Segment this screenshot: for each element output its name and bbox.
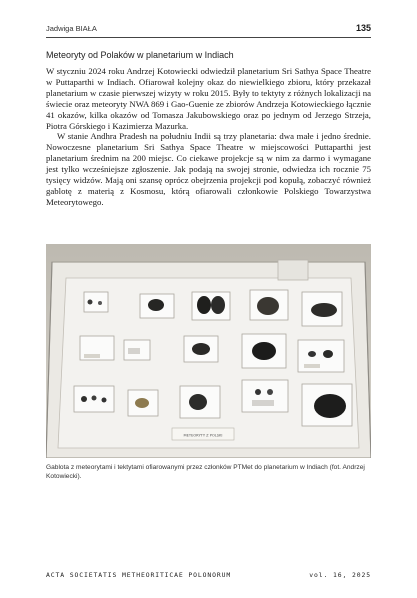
paragraph: W styczniu 2024 roku Andrzej Kotowiecki odwiedził planetarium Sri Sathya Space Theatre w Puttaparthi w Indiach. Ofiarował kolejny okaz do niewielkiego zbioru, który przekazał planetarium w czasie pierwszej wizyty w roku 2015. Były to tektyty z różnych lokalizacji na świecie oraz meteoryty NWA 869 i Gao-Guenie ze zbiorów Andrzeja Kotowieckiego łącznie 41 okazów, kilka okazów od Tomasza Jakubowskiego oraz po jednym od Jerzego Strzeja, Piotra Górskiego i Kazimierza Mazurka. bbox=[46, 66, 371, 131]
header-author: Jadwiga BIAŁA bbox=[46, 24, 97, 33]
figure-caption: Gablota z meteorytami i tektytami ofiarowanymi przez członków PTMet do planetarium w Indiach (fot. Andrzej Kotowiecki). bbox=[46, 464, 365, 480]
display-case-photo bbox=[46, 244, 371, 458]
journal-name: ACTA SOCIETATIS METHEORITICAE POLONORUM bbox=[46, 571, 232, 579]
paragraph: W stanie Andhra Pradesh na południu Indii są trzy planetaria: dwa małe i jedno średnie. Nowoczesne planetarium Sri Sathya Space Theatre w miejscowości Puttaparthi jest planetarium średnim na 200 miejsc. Co ciekawe projekcje są w nim za darmo i wymagane jest tylko wcześniejsze zgłoszenie. Jak podają na swojej stronie, odwiedza ich rocznie 75 tysięcy widzów. Mają oni szansę oprócz obejrzenia projekcji pod kopułą, zobaczyć również gablotę z materią z Kosmosu, którą ofiarowali członkowie Polskiego Towarzystwa Meteorytowego. bbox=[46, 131, 371, 207]
article-body bbox=[46, 66, 371, 208]
photo-illustration bbox=[46, 244, 371, 458]
section-title: Meteoryty od Polaków w planetarium w Indiach bbox=[46, 50, 234, 60]
running-header bbox=[46, 24, 371, 38]
header-rule bbox=[46, 37, 371, 38]
photo-label-text: METEORYTY Z POLSKI bbox=[183, 433, 223, 438]
page-number: 135 bbox=[355, 23, 371, 33]
volume-info: vol. 16, 2025 bbox=[309, 571, 371, 579]
